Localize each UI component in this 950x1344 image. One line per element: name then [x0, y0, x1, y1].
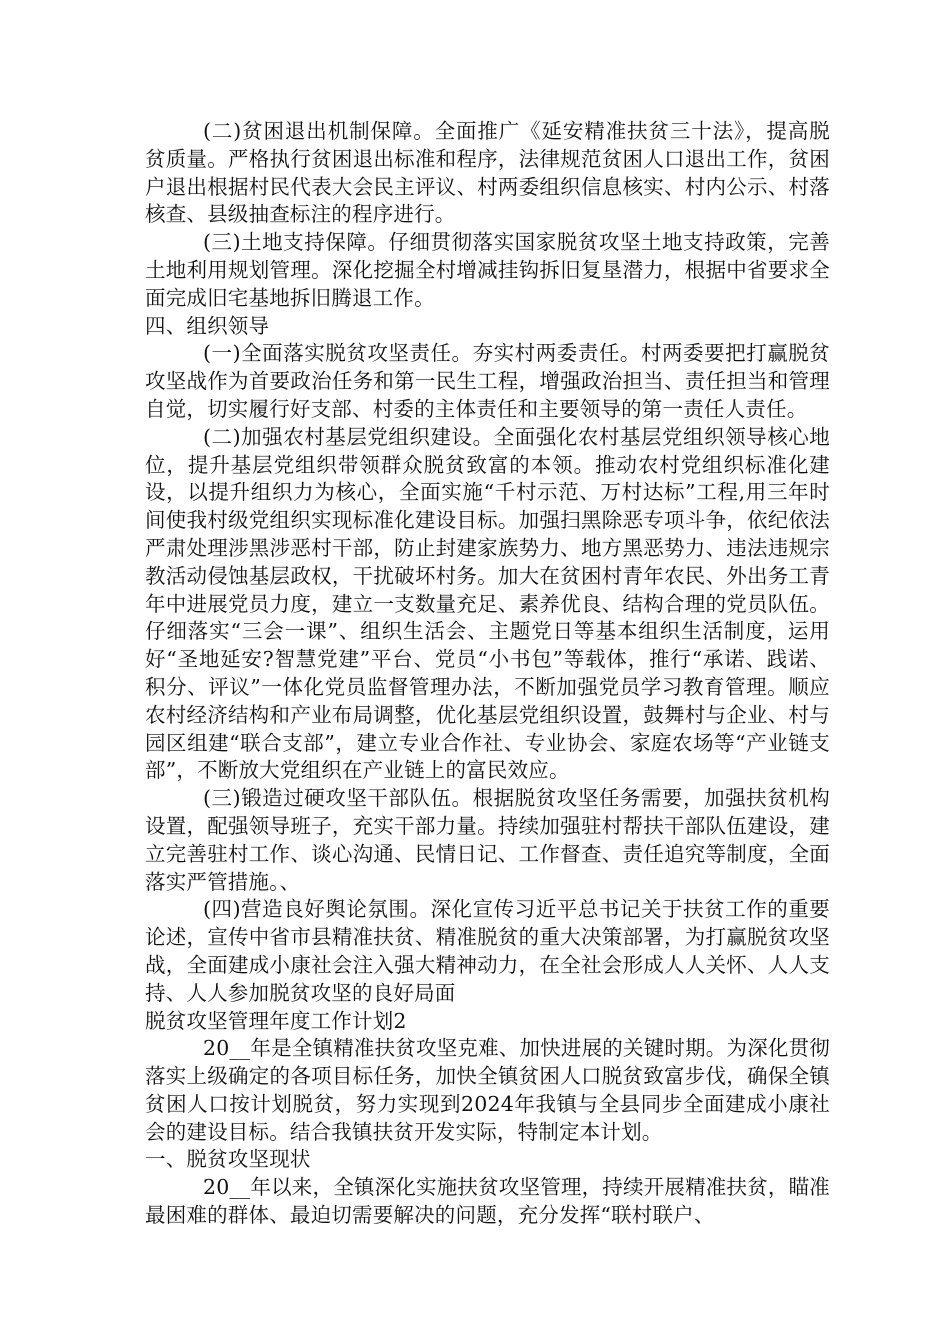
- document-subtitle-plan-2: 脱贫攻坚管理年度工作计划2: [145, 1008, 407, 1033]
- paragraph-plan-intro: 20__年是全镇精准扶贫攻坚克难、加快进展的关键时期。为深化贯彻落实上级确定的各项目标任务，加快全镇贫困人口脱贫致富步伐，确保全镇贫困人口按计划脱贫，努力实现到2024年我镇与全县同步全面建成小康社会的建设目标。结合我镇扶贫开发实际，特制定本计划。: [145, 1036, 830, 1144]
- paragraph-poverty-exit-guarantee: (二)贫困退出机制保障。全面推广《延安精准扶贫三十法》，提高脱贫质量。严格执行贫困退出标准和程序，法律规范贫困人口退出工作，贫困户退出根据村民代表大会民主评议、村两委组织信息核实、村内公示、村落核查、县级抽查标注的程序进行。: [145, 119, 830, 227]
- section-heading-organization-leadership: 四、组织领导: [145, 313, 270, 338]
- document-body: [145, 118, 830, 1230]
- paragraph-party-organization-building: (二)加强农村基层党组织建设。全面强化农村基层党组织领导核心地位，提升基层党组织带领群众脱贫致富的本领。推动农村党组织标准化建设，以提升组织力为核心，全面实施“千村示范、万村达标”工程,用三年时间使我村级党组织实现标准化建设目标。加强扫黑除恶专项斗争，依纪依法严肃处理涉黑涉恶村干部，防止封建家族势力、地方黑恶势力、违法违规宗教活动侵蚀基层政权，干扰破坏村务。加大在贫困村青年农民、外出务工青年中进展党员力度，建立一支数量充足、素养优良、结构合理的党员队伍。仔细落实“三会一课”、组织生活会、主题党日等基本组织生活制度，运用好“圣地延安?智慧党建”平台、党员“小书包”等载体，推行“承诺、践诺、积分、评议”一体化党员监督管理办法，不断加强党员学习教育管理。顺应农村经济结构和产业布局调整，优化基层党组织设置，鼓舞村与企业、村与园区组建“联合支部”，建立专业合作社、专业协会、家庭农场等“产业链支部”，不断放大党组织在产业链上的富民效应。: [145, 424, 830, 783]
- paragraph-land-support-guarantee: (三)土地支持保障。仔细贯彻落实国家脱贫攻坚土地支持政策，完善土地利用规划管理。深化挖掘全村增减挂钩拆旧复垦潜力，根据中省要求全面完成旧宅基地拆旧腾退工作。: [145, 230, 830, 310]
- paragraph-implement-responsibility: (一)全面落实脱贫攻坚责任。夯实村两委责任。村两委要把打赢脱贫攻坚战作为首要政治任务和第一民生工程，增强政治担当、责任担当和管理自觉，切实履行好支部、村委的主体责任和主要领导的第一责任人责任。: [145, 341, 830, 421]
- section-heading-current-status: 一、脱贫攻坚现状: [145, 1147, 311, 1172]
- paragraph-public-opinion: (四)营造良好舆论氛围。深化宣传习近平总书记关于扶贫工作的重要论述，宣传中省市县精准扶贫、精准脱贫的重大决策部署，为打赢脱贫攻坚战，全面建成小康社会注入强大精神动力，在全社会形成人人关怀、人人支持、人人参加脱贫攻坚的良好局面: [145, 897, 830, 1005]
- paragraph-current-status: 20__年以来，全镇深化实施扶贫攻坚管理，持续开展精准扶贫，瞄准最困难的群体、最迫切需要解决的问题，充分发挥“联村联户、: [145, 1175, 830, 1228]
- paragraph-cadre-team: (三)锻造过硬攻坚干部队伍。根据脱贫攻坚任务需要，加强扶贫机构设置，配强领导班子，充实干部力量。持续加强驻村帮扶干部队伍建设，建立完善驻村工作、谈心沟通、民情日记、工作督查、责任追究等制度，全面落实严管措施。、: [145, 786, 830, 894]
